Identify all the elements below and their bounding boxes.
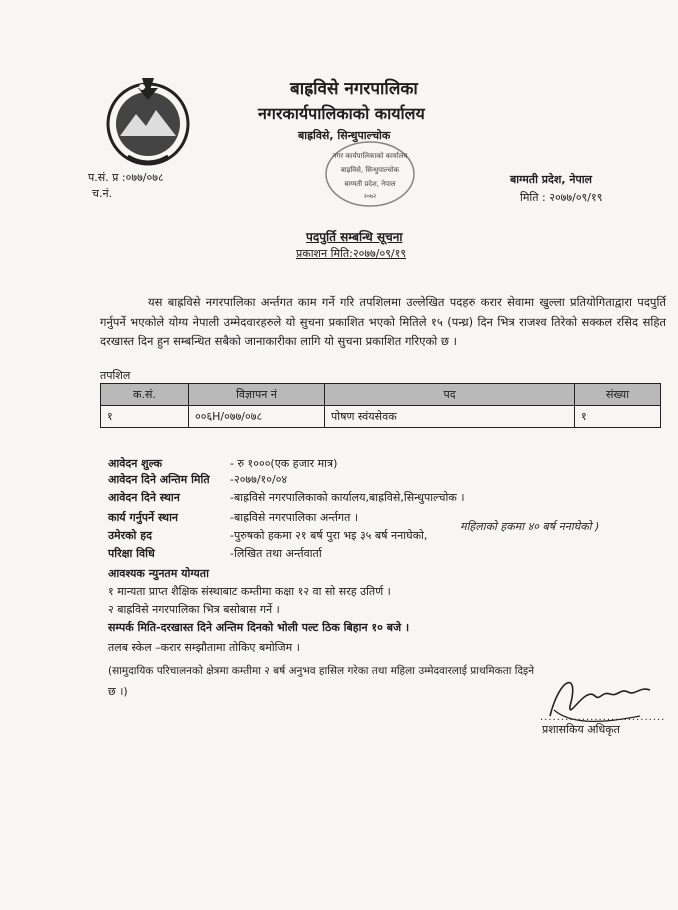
info-label-place: आवेदन दिने स्थान [108,491,180,504]
signatory-title: प्रशासकिय अधिकृत [542,723,620,736]
requirement-item: १ मान्यता प्राप्त शैक्षिक संस्थाबाट कम्तीमा कक्षा १२ वा सो सरह उतिर्ण । [108,585,391,598]
col-post: पद [325,384,575,406]
reference-number: प.सं. प्र :०७७/०७८ [88,171,164,184]
stamp-line-1: नगर कार्यपालिकाको कार्यालय [332,152,408,160]
notice-paragraph: यस बाह्रविसे नगरपालिका अर्न्तगत काम गर्ने गरि तपशिलमा उल्लेखित पदहरु करार सेवामा खुल्ला प्रतियोगिताद्वारा पदपुर्ति गर्नुपर्ने भएकोले योग्य नेपाली उम्मेदवारहरुले यो सुचना प्रकाशित भएको मितिले १५ (पन्ध्र) दिन भित्र राजश्व तिरेको सक्कल रसिद सहित दरखास्त दिन हुन सम्बन्धित सबैको जानाकारीका लागि यो सुचना प्रकाशित गरिएको छ । [100,295,666,348]
office-name: नगरकार्यपालिकाको कार्यालय [258,104,425,123]
cell-count: १ [575,406,661,428]
info-value-exam: -लिखित तथा अर्न्तवार्ता [230,547,322,560]
salary-scale: तलब स्केल –करार सम्झौतामा तोकिए बमोजिम । [108,641,300,654]
header-date: मिति : २०७७/०९/१९ [520,191,603,204]
info-label-fee: आवेदन शुल्क [108,457,163,470]
cell-advert-no: ००६H/०७७/०७८ [189,406,325,428]
signature-line: .............................. [540,712,666,723]
info-value-age: -पुरुषको हकमा २१ बर्ष पुरा भइ ३५ बर्ष ननाघेको, [230,529,428,542]
col-advert-no: विज्ञापन नं [189,384,325,406]
col-serial: क.सं. [101,384,189,406]
cell-post: पोषण स्वंयसेवक [325,406,575,428]
office-address: बाह्रविसे, सिन्धुपाल्चोक [298,129,391,142]
province-label: बाग्मती प्रदेश, नेपाल [510,173,592,186]
dispatch-number: च.नं. [92,187,113,200]
table-row [101,406,661,428]
vacancy-table [100,383,661,428]
handwritten-age-note: महिलाको हकमा ४० बर्ष ननाघेको ) [460,520,600,533]
office-stamp-icon [322,138,418,210]
contact-date: सम्पर्क मिति-दरखास्त दिने अन्तिम दिनको भोली पल्ट ठिक बिहान १० बजे । [108,621,410,634]
priority-note-end: छ ।) [108,685,128,698]
info-value-place: -बाह्रविसे नगरपालिकाको कार्यालय,बाह्रविसे,सिन्धुपाल्चोक । [230,491,465,504]
info-value-workplace: -बाह्रविसे नगरपालिका अर्न्तगत । [230,511,359,524]
stamp-line-3: बाग्मती प्रदेश, नेपाल [344,180,396,188]
cell-serial: १ [101,406,189,428]
info-label-age: उमेरको हद [108,529,152,542]
info-value-deadline: -२०७७/१०/०४ [230,473,288,486]
nepal-emblem-icon [98,70,198,170]
org-name: बाह्रविसे नगरपालिका [290,79,418,99]
info-label-exam: परिक्षा विधि [108,547,155,560]
stamp-line-2: बाह्रविसे, सिन्धुपाल्चोक [340,166,400,174]
requirements-heading: आवश्यक न्युनतम योग्यता [108,567,209,580]
col-count: संख्या [575,384,661,406]
table-header-row [101,384,661,406]
details-label: तपशिल [100,369,131,382]
requirement-item: २ बाह्रविसे नगरपालिका भित्र बसोबास गर्ने । [108,603,280,616]
notice-title: पदपुर्ति सम्बन्धि सूचना [306,230,403,244]
priority-note: (सामुदायिक परिचालनको क्षेत्रमा कम्तीमा २ बर्ष अनुभव हासिल गरेका तथा महिला उम्मेदवारलाई प्राथमिकता दिइने [108,665,535,677]
info-value-fee: - रु १०००(एक हजार मात्र) [230,457,338,470]
stamp-line-4: २०७२ [363,193,377,200]
info-label-workplace: कार्य गर्नुपर्ने स्थान [108,511,179,524]
publication-date: प्रकाशन मिति:२०७७/०९/१९ [296,247,407,260]
info-label-deadline: आवेदन दिने अन्तिम मिति [108,473,210,486]
